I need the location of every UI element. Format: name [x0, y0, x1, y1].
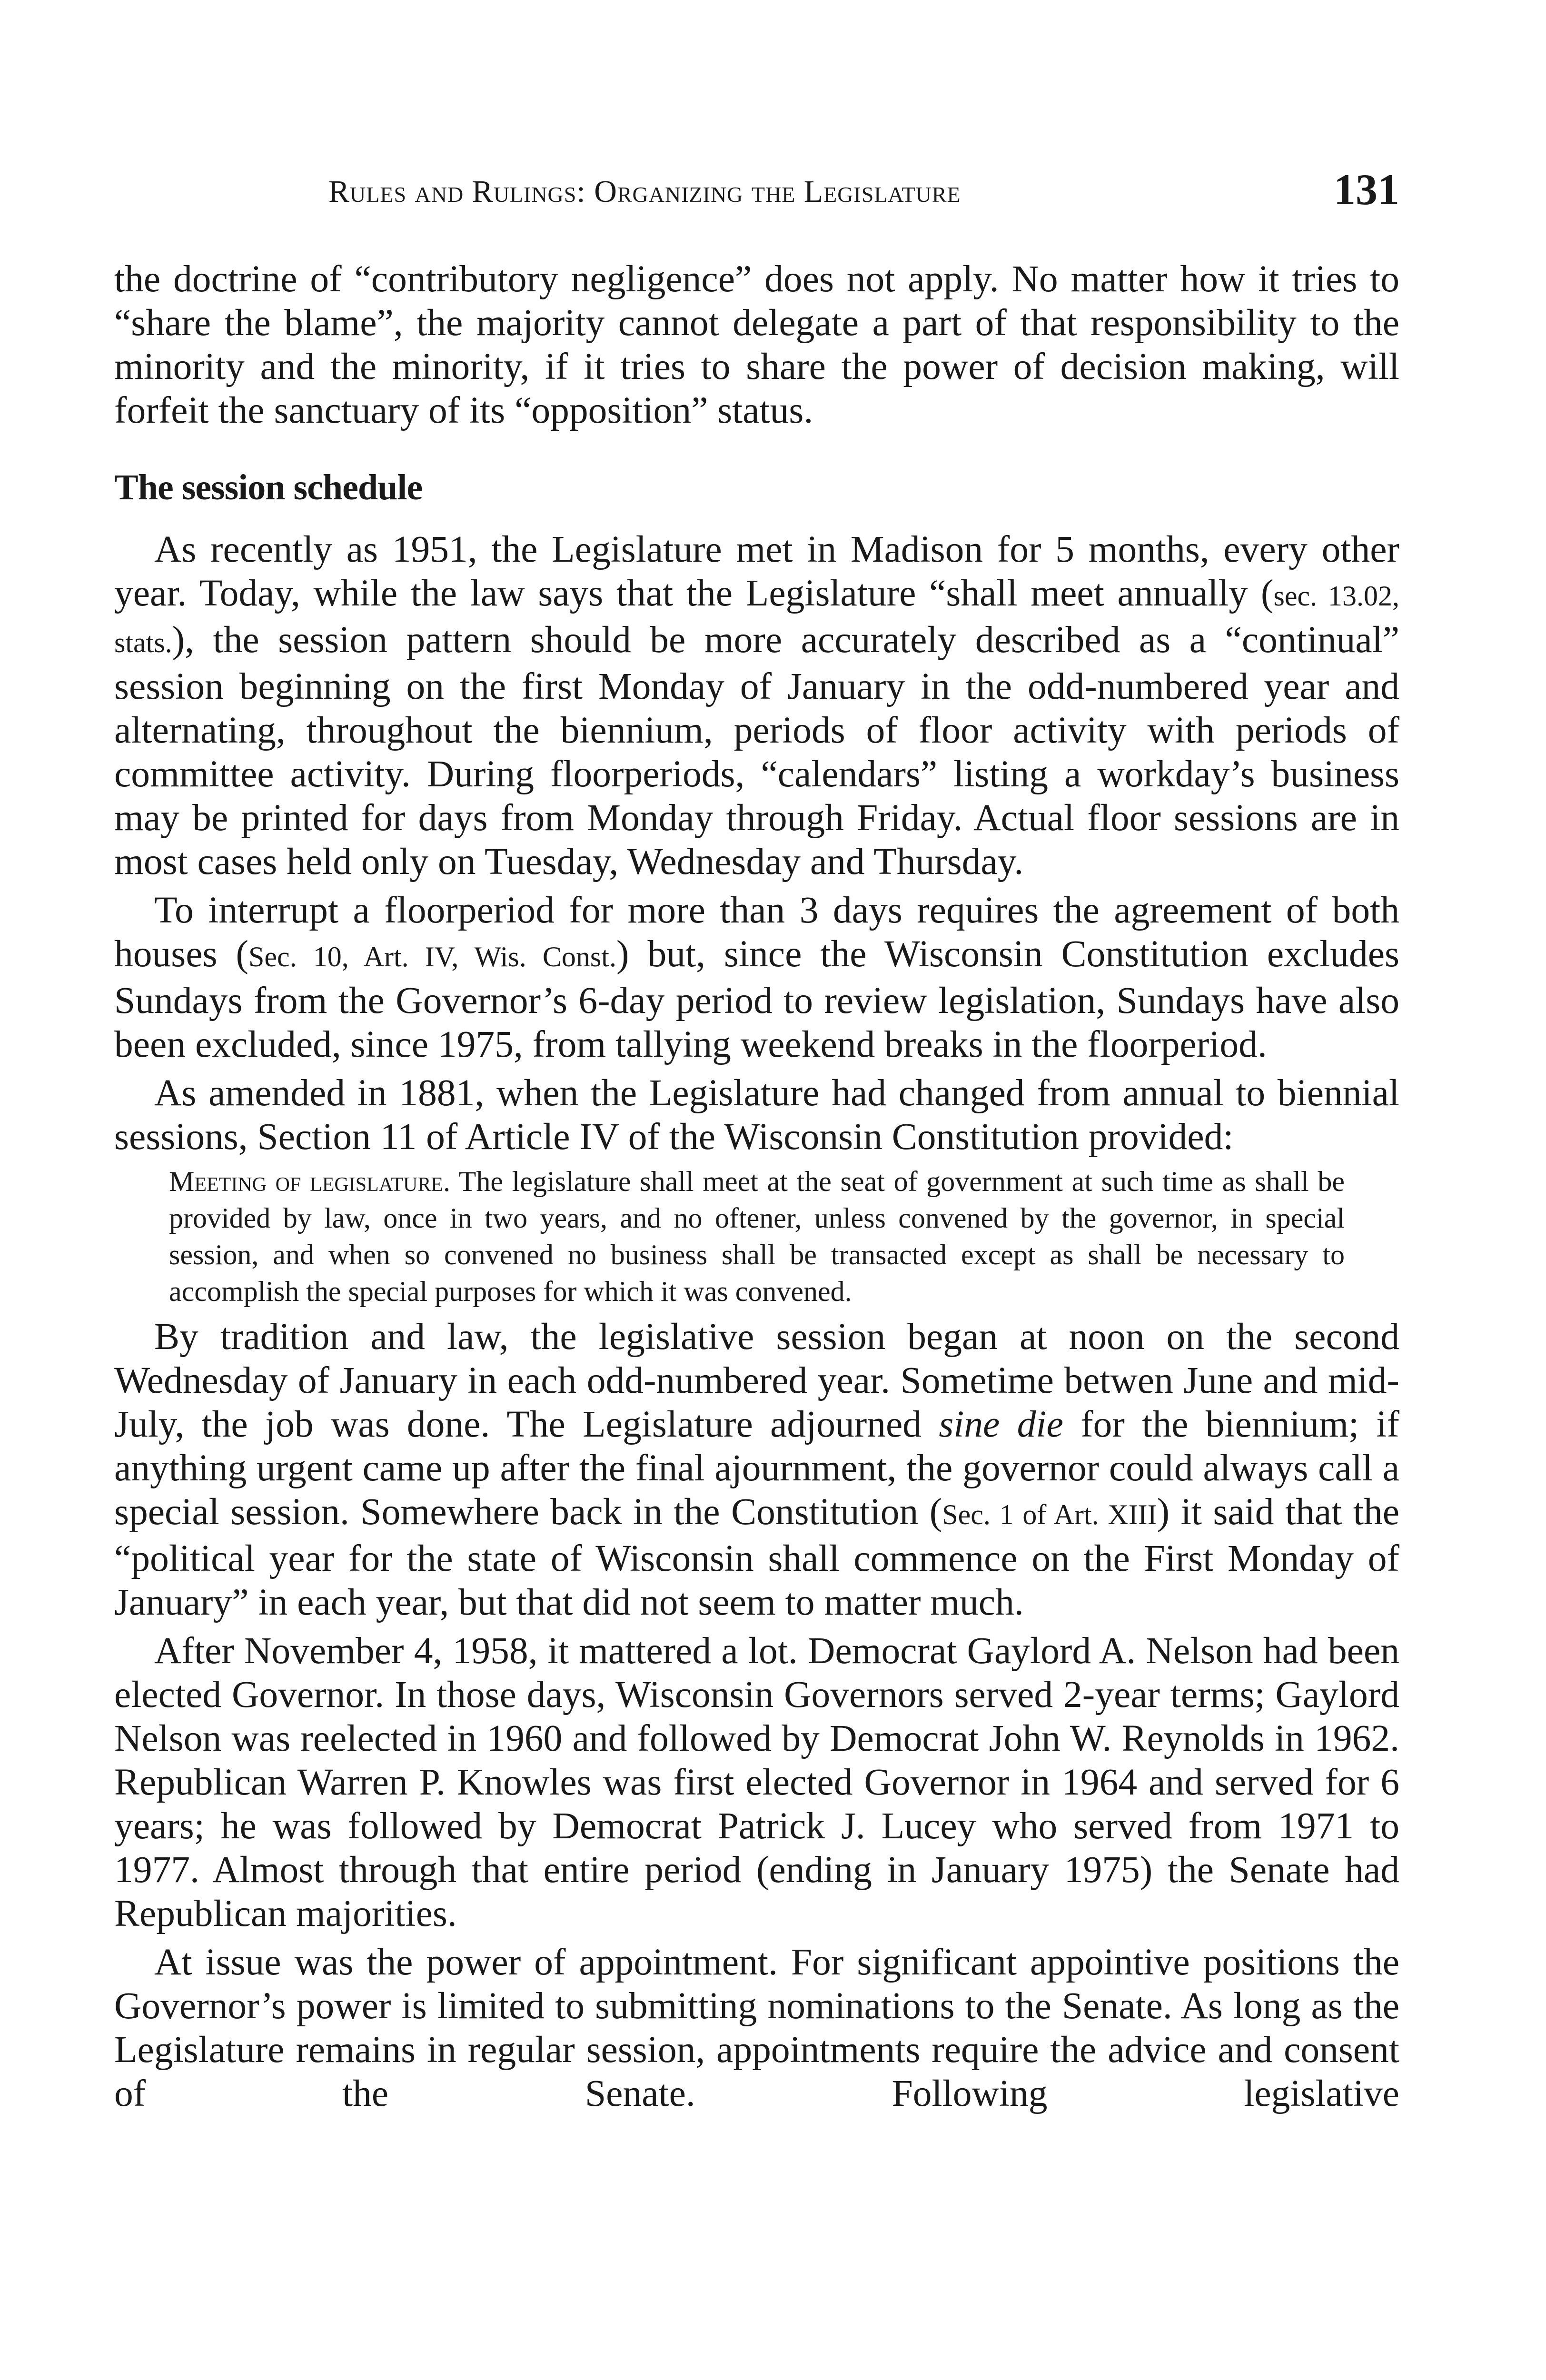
latin-term: sine die [939, 1403, 1063, 1445]
citation: Sec. 10, Art. IV, Wis. Const. [248, 941, 616, 972]
body-text [114, 257, 1399, 2115]
section-heading: The session schedule [114, 467, 423, 507]
citation: sec. 13.02, stats. [114, 580, 1399, 658]
paragraph: By tradition and law, the legislative session began at noon on the second Wednesday of January in each odd-numbered year. Sometime betwen June and mid-July, the job was done. The Legislature adjourned sine die for the biennium; if anything urgent came up after the final ajournment, the governor could always call a special session. Somewhere back in the Constitution (Sec. 1 of Art. XIII) it said that the “political year for the state of Wisconsin shall commence on the First Monday of January” in each year, but that did not seem to matter much. [114, 1316, 1399, 1623]
paragraph: As amended in 1881, when the Legislature had changed from annual to biennial sessions, Section 11 of Article IV of the Wisconsin Constitution provided: [114, 1072, 1399, 1158]
page-number: 131 [1334, 165, 1399, 214]
quote-lead: Meeting of legislature. [169, 1166, 451, 1197]
paragraph: At issue was the power of appointment. For significant appointive positions the Governor’s power is limited to submitting nominations to the Senate. As long as the Legislature remains in regular session, appointments require the advice and consent of the Senate. Following legislative [114, 1941, 1399, 2114]
paragraph: To interrupt a floorperiod for more than 3 days requires the agreement of both houses (Sec. 10, Art. IV, Wis. Const.) but, since the Wisconsin Constitution excludes Sundays from the Governor’s 6-day period to review legislation, Sundays have also been excluded, since 1975, from tallying weekend breaks in the floorperiod. [114, 889, 1399, 1065]
paragraph-continuation: the doctrine of “contributory negligence” does not apply. No matter how it tries to “share the blame”, the majority cannot delegate a part of that responsibility to the minority and the minority, if it tries to share the power of decision making, will forfeit the sanctuary of its “opposition” status. [114, 258, 1399, 431]
paragraph: As recently as 1951, the Legislature met in Madison for 5 months, every other year. Today, while the law says that the Legislature “shall meet annually (sec. 13.02, stats.), the session pattern should be more accurately described as a “continual” session beginning on the first Monday of January in the odd-numbered year and alternating, throughout the biennium, periods of floor activity with periods of committee activity. During floorperiods, “calendars” listing a workday’s business may be printed for days from Monday through Friday. Actual floor sessions are in most cases held only on Tuesday, Wednesday and Thursday. [114, 528, 1399, 883]
block-quote: Meeting of legislature. The legislature shall meet at the seat of government at such time as shall be provided by law, once in two years, and no oftener, unless convened by the governor, in special session, and when so convened no business shall be transacted except as shall be necessary to accomplish the special purposes for which it was convened. [169, 1166, 1345, 1307]
running-title: Rules and Rulings: Organizing the Legislature [328, 174, 961, 209]
citation: Sec. 1 of Art. XIII [942, 1499, 1157, 1530]
paragraph: After November 4, 1958, it mattered a lot. Democrat Gaylord A. Nelson had been elected Governor. In those days, Wisconsin Governors served 2-year terms; Gaylord Nelson was reelected in 1960 and followed by Democrat John W. Reynolds in 1962. Republican Warren P. Knowles was first elected Governor in 1964 and served for 6 years; he was followed by Democrat Patrick J. Lucey who served from 1971 to 1977. Almost through that entire period (ending in January 1975) the Senate had Republican majorities. [114, 1630, 1399, 1934]
running-header [114, 164, 1399, 217]
